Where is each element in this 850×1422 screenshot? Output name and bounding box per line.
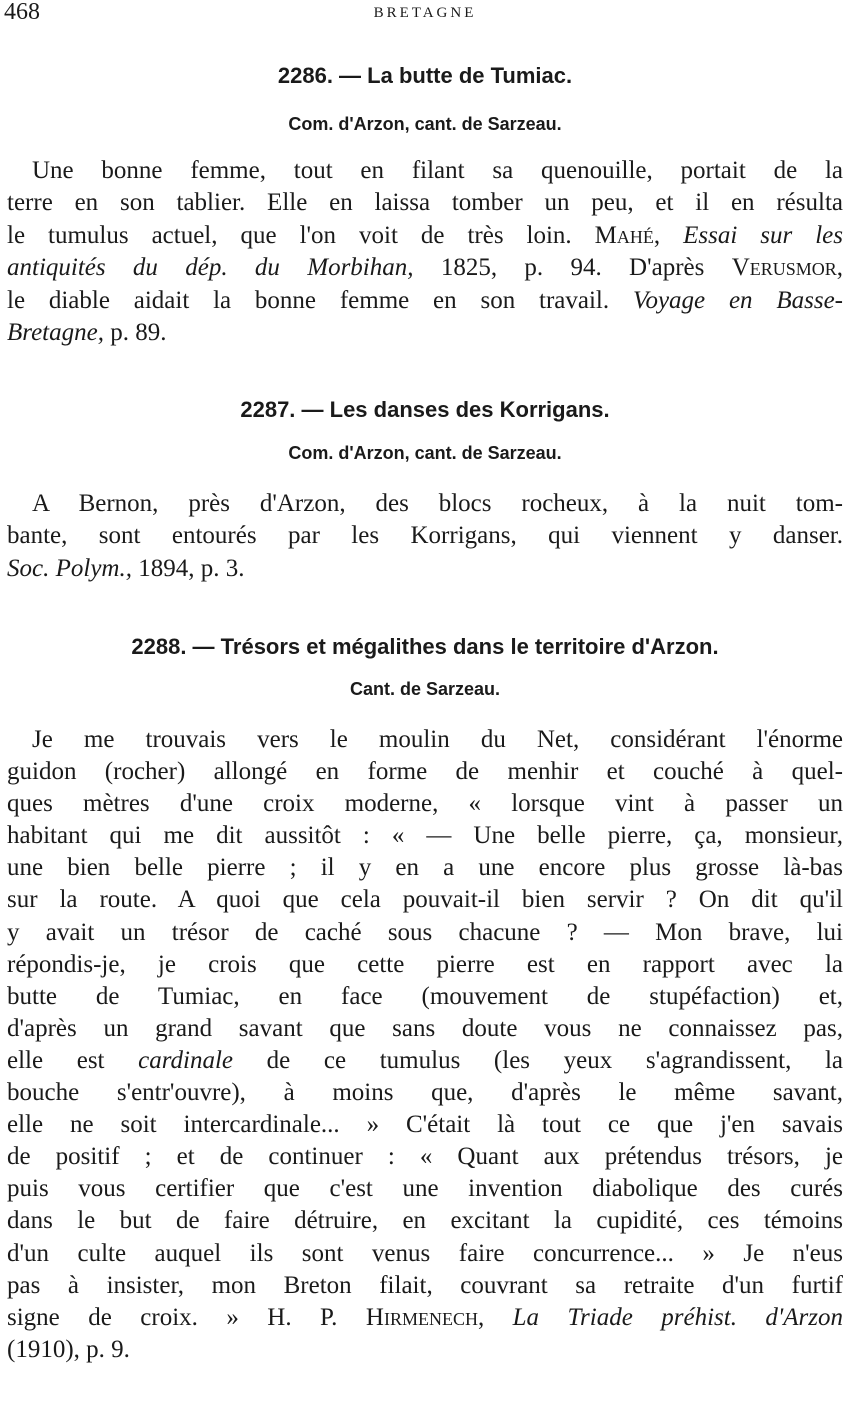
text-line: elle est cardinale de ce tumulus (les yeux s'agrandissent, la (7, 1046, 843, 1074)
text-line: Bretagne, p. 89. (7, 318, 167, 346)
running-title: BRETAGNE (373, 5, 477, 21)
author-name: Hirmenech, (365, 1303, 485, 1331)
text-line: le diable aidait la bonne femme en son travail. Voyage en Basse- (7, 286, 843, 314)
entry-2287-title: 2287. — Les danses des Korrigans. (240, 397, 610, 422)
text-line: elle ne soit intercardinale... » C'était là tout ce que j'en savais (7, 1111, 843, 1139)
text-line: bante, sont entourés par les Korrigans, qui viennent y danser. (7, 522, 843, 550)
text-line: A Bernon, près d'Arzon, des blocs rocheux, à la nuit tom- (32, 490, 843, 517)
citation-title: La Triade préhist. d'Arzon (512, 1303, 843, 1331)
author-name: Verusmor, (731, 254, 843, 282)
text-line: bouche s'entr'ouvre), à moins que, d'après le même savant, (7, 1079, 843, 1107)
text-line: (1910), p. 9. (7, 1335, 130, 1363)
text-line: habitant qui me dit aussitôt : « — Une belle pierre, ça, monsieur, (7, 822, 843, 850)
text-line: pas à insister, mon Breton filait, couvrant sa retraite d'un furtif (7, 1271, 843, 1299)
text-line: répondis-je, je crois que cette pierre est en rapport avec la (7, 950, 843, 978)
text-line: sur la route. A quoi que cela pouvait-il bien servir ? On dit qu'il (7, 886, 843, 914)
text-line: Une bonne femme, tout en filant sa quenouille, portait de la (32, 157, 843, 184)
citation-title: antiquités du dép. du Morbihan, (7, 254, 414, 282)
entry-2288-text (7, 724, 843, 1366)
citation-title: Bretagne, (7, 318, 104, 346)
text-line: dans le but de faire détruire, en excitant la cupidité, ces témoins (7, 1207, 843, 1235)
citation-title: Voyage en Basse- (632, 286, 843, 314)
text-line: y avait un trésor de caché sous chacune ? — Mon brave, lui (7, 918, 843, 946)
text-line: puis vous certifier que c'est une invention diabolique des curés (7, 1175, 843, 1203)
text-line: butte de Tumiac, en face (mouvement de stupéfaction) et, (7, 982, 843, 1010)
text-line: terre en son tablier. Elle en laissa tomber un peu, et il en résulta (7, 189, 843, 217)
page-number: 468 (4, 0, 40, 25)
text-line: de positif ; et de continuer : « Quant aux prétendus trésors, je (7, 1143, 843, 1171)
entry-2286-title: 2286. — La butte de Tumiac. (277, 63, 573, 88)
text-line: guidon (rocher) allongé en forme de menhir et couché à quel- (7, 758, 843, 786)
citation-title: Soc. Polym., (7, 554, 132, 582)
entry-2286-location: Com. d'Arzon, cant. de Sarzeau. (288, 114, 562, 134)
author-name: Mahé, (594, 221, 661, 249)
text-line: le tumulus actuel, que l'on voit de très loin. Mahé, Essai sur les (7, 221, 843, 249)
text-line: d'après un grand savant que sans doute vous ne connaissez pas, (7, 1014, 843, 1042)
entry-2287-text (7, 488, 843, 585)
entry-2287-location: Com. d'Arzon, cant. de Sarzeau. (288, 443, 562, 463)
entry-2288-title: 2288. — Trésors et mégalithes dans le territoire d'Arzon. (131, 634, 719, 659)
text-line: ques mètres d'une croix moderne, « lorsque vint à passer un (7, 790, 843, 818)
emphasis-word: cardinale (138, 1046, 234, 1074)
entry-2288-location: Cant. de Sarzeau. (349, 679, 501, 699)
citation-title: Essai sur les (683, 221, 843, 249)
entry-2286-text (7, 155, 843, 349)
text-line: antiquités du dép. du Morbihan, 1825, p. 94. D'après Verusmor, (7, 254, 843, 282)
text-line: une bien belle pierre ; il y en a une encore plus grosse là-bas (7, 854, 843, 882)
text-line: Je me trouvais vers le moulin du Net, considérant l'énorme (32, 726, 843, 753)
text-line: Soc. Polym., 1894, p. 3. (7, 554, 245, 582)
text-line: signe de croix. » H. P. Hirmenech, La Triade préhist. d'Arzon (7, 1303, 843, 1331)
text-line: d'un culte auquel ils sont venus faire concurrence... » Je n'eus (7, 1239, 843, 1267)
